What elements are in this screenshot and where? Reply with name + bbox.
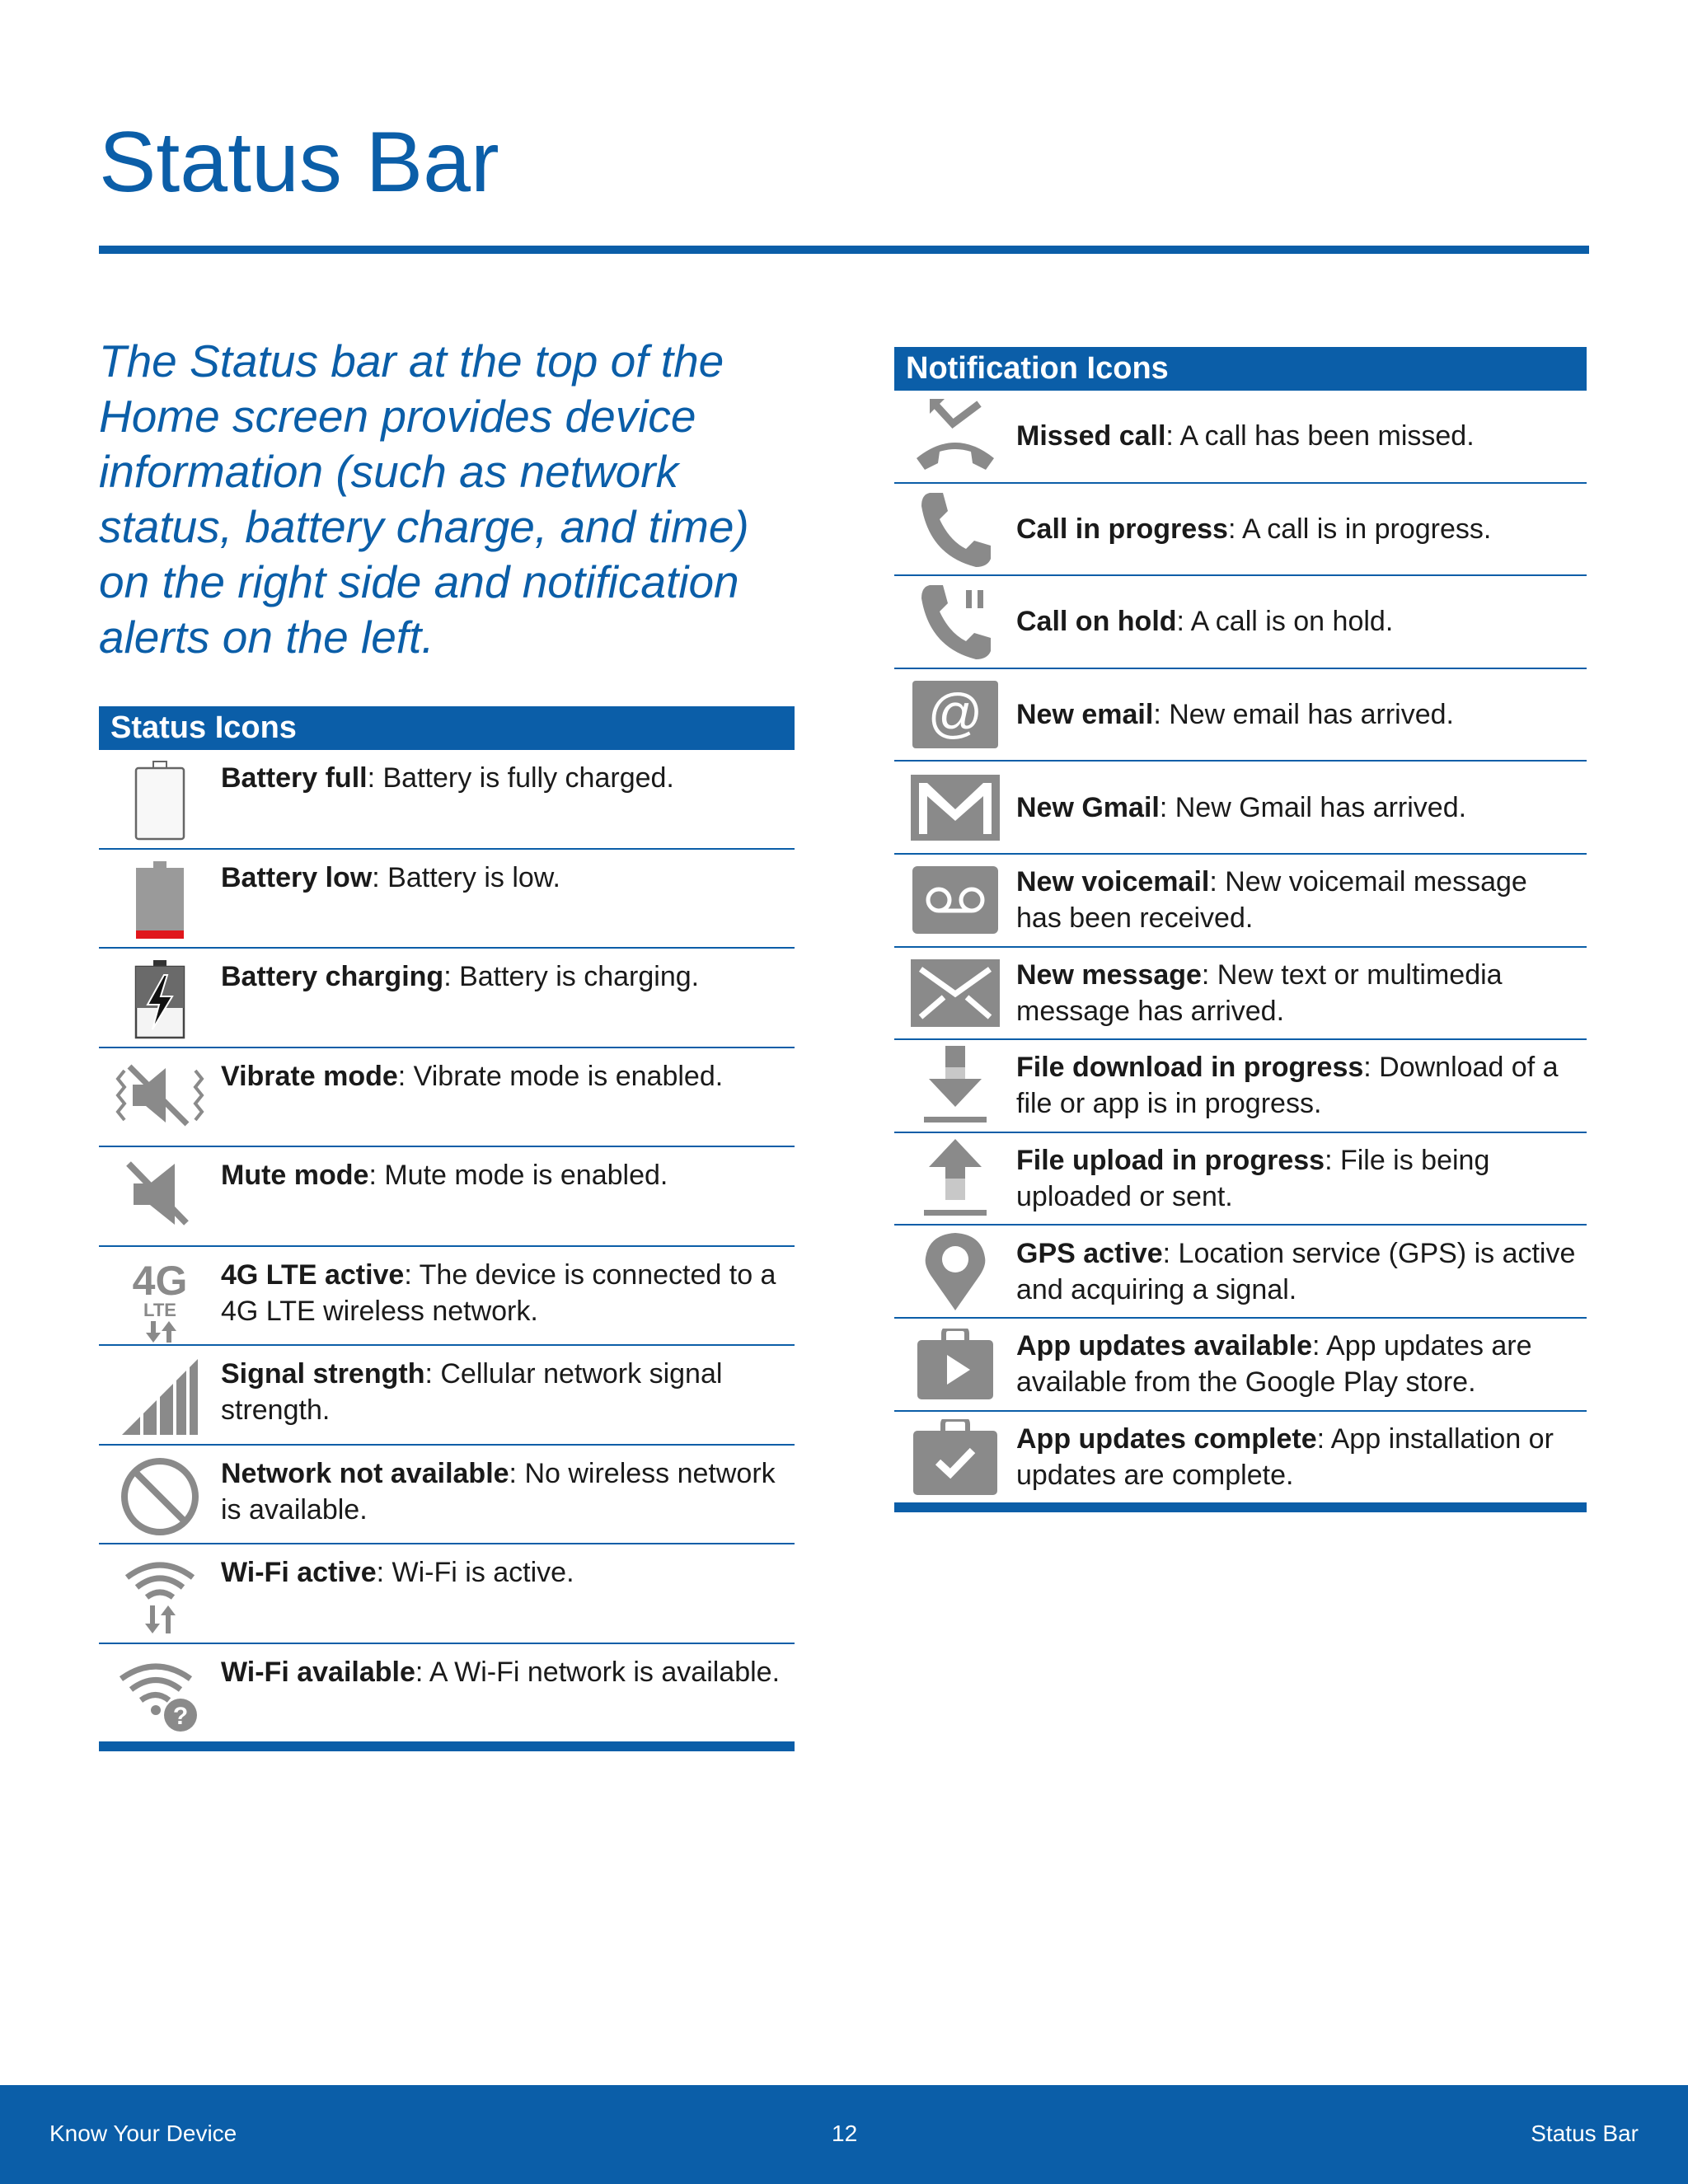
4g-label: 4G — [132, 1257, 188, 1304]
row-text: : No wireless network is available. — [221, 1457, 776, 1526]
row-term: New Gmail — [1016, 791, 1160, 823]
vibrate-mode-icon — [115, 1058, 205, 1132]
intro-text: The Status bar at the top of the Home screen provides device information (such as network status, battery charge, and time) on the right side and notification alerts on the left. — [99, 335, 749, 663]
row-term: 4G LTE active — [221, 1258, 405, 1291]
row-term: New voicemail — [1016, 866, 1210, 898]
signal-strength-icon — [119, 1356, 201, 1436]
table-row — [894, 1040, 1587, 1133]
row-text: : New Gmail has arrived. — [1159, 791, 1467, 823]
new-message-icon — [911, 959, 1000, 1027]
table-row — [894, 576, 1587, 669]
row-text: : App updates are available from the Google Play store. — [1016, 1330, 1532, 1399]
row-term: New message — [1016, 958, 1202, 991]
table-row — [99, 850, 795, 949]
table-row — [894, 484, 1587, 577]
table-row — [894, 391, 1587, 484]
row-term: Battery charging — [221, 961, 444, 992]
table-row — [99, 1147, 795, 1247]
file-download-icon — [914, 1046, 996, 1125]
at-sign: @ — [927, 682, 983, 744]
row-text: : Mute mode is enabled. — [368, 1160, 668, 1191]
table-row — [894, 855, 1587, 948]
table-row — [894, 669, 1587, 762]
wifi-active-icon — [119, 1554, 201, 1637]
new-gmail-icon — [911, 775, 1000, 841]
notification-icons-header: Notification Icons — [894, 347, 1587, 391]
row-text: : Battery is fully charged. — [367, 762, 674, 794]
table-row — [894, 1319, 1587, 1412]
row-text: : A call is on hold. — [1176, 606, 1394, 638]
row-text: : A Wi-Fi network is available. — [415, 1656, 781, 1688]
row-text: : The device is connected to a 4G LTE wireless network. — [221, 1258, 776, 1327]
new-voicemail-icon — [912, 866, 998, 934]
footer-chapter-label: Status Bar — [1531, 2121, 1639, 2146]
row-term: File upload in progress — [1016, 1145, 1325, 1177]
table-row — [894, 762, 1587, 855]
table-row — [99, 1247, 795, 1347]
status-table-end-rule — [99, 1743, 795, 1751]
notification-table-end-rule — [894, 1504, 1587, 1512]
page-footer — [0, 2085, 1688, 2184]
row-term: New email — [1016, 699, 1154, 731]
row-term: Wi-Fi available — [221, 1656, 415, 1688]
row-text: : A call has been missed. — [1165, 420, 1475, 452]
row-text: : A call is in progress. — [1227, 513, 1492, 545]
row-text: : Battery is charging. — [443, 961, 700, 992]
row-term: Missed call — [1016, 420, 1166, 452]
lte-label: LTE — [143, 1299, 176, 1320]
row-text: : File is being uploaded or sent. — [1016, 1145, 1490, 1213]
row-term: Vibrate mode — [221, 1060, 398, 1092]
app-updates-complete-icon — [913, 1419, 997, 1495]
status-icons-header: Status Icons — [99, 706, 795, 750]
battery-charging-icon — [131, 958, 189, 1041]
row-term: Call in progress — [1016, 513, 1228, 545]
file-upload-icon — [914, 1139, 996, 1218]
table-row — [99, 1346, 795, 1446]
row-term: App updates available — [1016, 1330, 1312, 1362]
row-term: GPS active — [1016, 1237, 1163, 1269]
row-text: : New voicemail message has been received. — [1016, 866, 1527, 935]
row-term: File download in progress — [1016, 1052, 1364, 1084]
wifi-available-icon — [115, 1654, 205, 1736]
table-row — [99, 1048, 795, 1148]
row-term: Call on hold — [1016, 606, 1177, 638]
row-term: Battery full — [221, 762, 368, 794]
table-row — [894, 948, 1587, 1041]
table-row — [894, 1226, 1587, 1319]
call-in-progress-icon — [918, 490, 992, 569]
row-term: Battery low — [221, 861, 373, 893]
network-not-available-icon — [119, 1455, 201, 1538]
table-row — [99, 750, 795, 850]
page-title: Status Bar — [99, 115, 499, 210]
gps-active-icon — [922, 1231, 988, 1312]
row-term: App updates complete — [1016, 1422, 1317, 1455]
row-text: : Cellular network signal strength. — [221, 1358, 723, 1426]
row-text: : App installation or updates are complete. — [1016, 1422, 1554, 1491]
mute-mode-icon — [119, 1157, 201, 1231]
row-term: Wi-Fi active — [221, 1557, 377, 1588]
status-icons-table — [99, 706, 795, 1751]
row-text: : Download of a file or app is in progress. — [1016, 1052, 1559, 1120]
notification-icons-table — [894, 347, 1587, 1512]
row-text: : New email has arrived. — [1153, 699, 1454, 731]
battery-full-icon — [131, 760, 189, 842]
app-updates-available-icon — [917, 1329, 993, 1399]
row-text: : Vibrate mode is enabled. — [397, 1060, 724, 1092]
table-row — [894, 1412, 1587, 1505]
footer-page-number: 12 — [832, 2121, 858, 2146]
row-text: : New text or multimedia message has arrived. — [1016, 958, 1503, 1027]
row-text: : Wi-Fi is active. — [376, 1557, 574, 1588]
row-text: : Location service (GPS) is active and acquiring a signal. — [1016, 1237, 1576, 1305]
table-row — [894, 1133, 1587, 1226]
row-text: : Battery is low. — [372, 861, 560, 893]
title-rule — [99, 246, 1589, 254]
table-row — [99, 1644, 795, 1744]
row-term: Network not available — [221, 1457, 509, 1489]
4g-lte-icon — [123, 1257, 197, 1343]
row-term: Signal strength — [221, 1358, 425, 1390]
missed-call-icon — [910, 399, 1001, 473]
new-email-icon — [912, 681, 998, 748]
battery-low-icon — [131, 860, 189, 942]
table-row — [99, 1446, 795, 1545]
table-row — [99, 1544, 795, 1644]
footer-section-label: Know Your Device — [49, 2121, 237, 2146]
question-mark: ? — [172, 1702, 189, 1730]
table-row — [99, 949, 795, 1048]
call-on-hold-icon — [918, 582, 992, 661]
row-term: Mute mode — [221, 1160, 369, 1191]
